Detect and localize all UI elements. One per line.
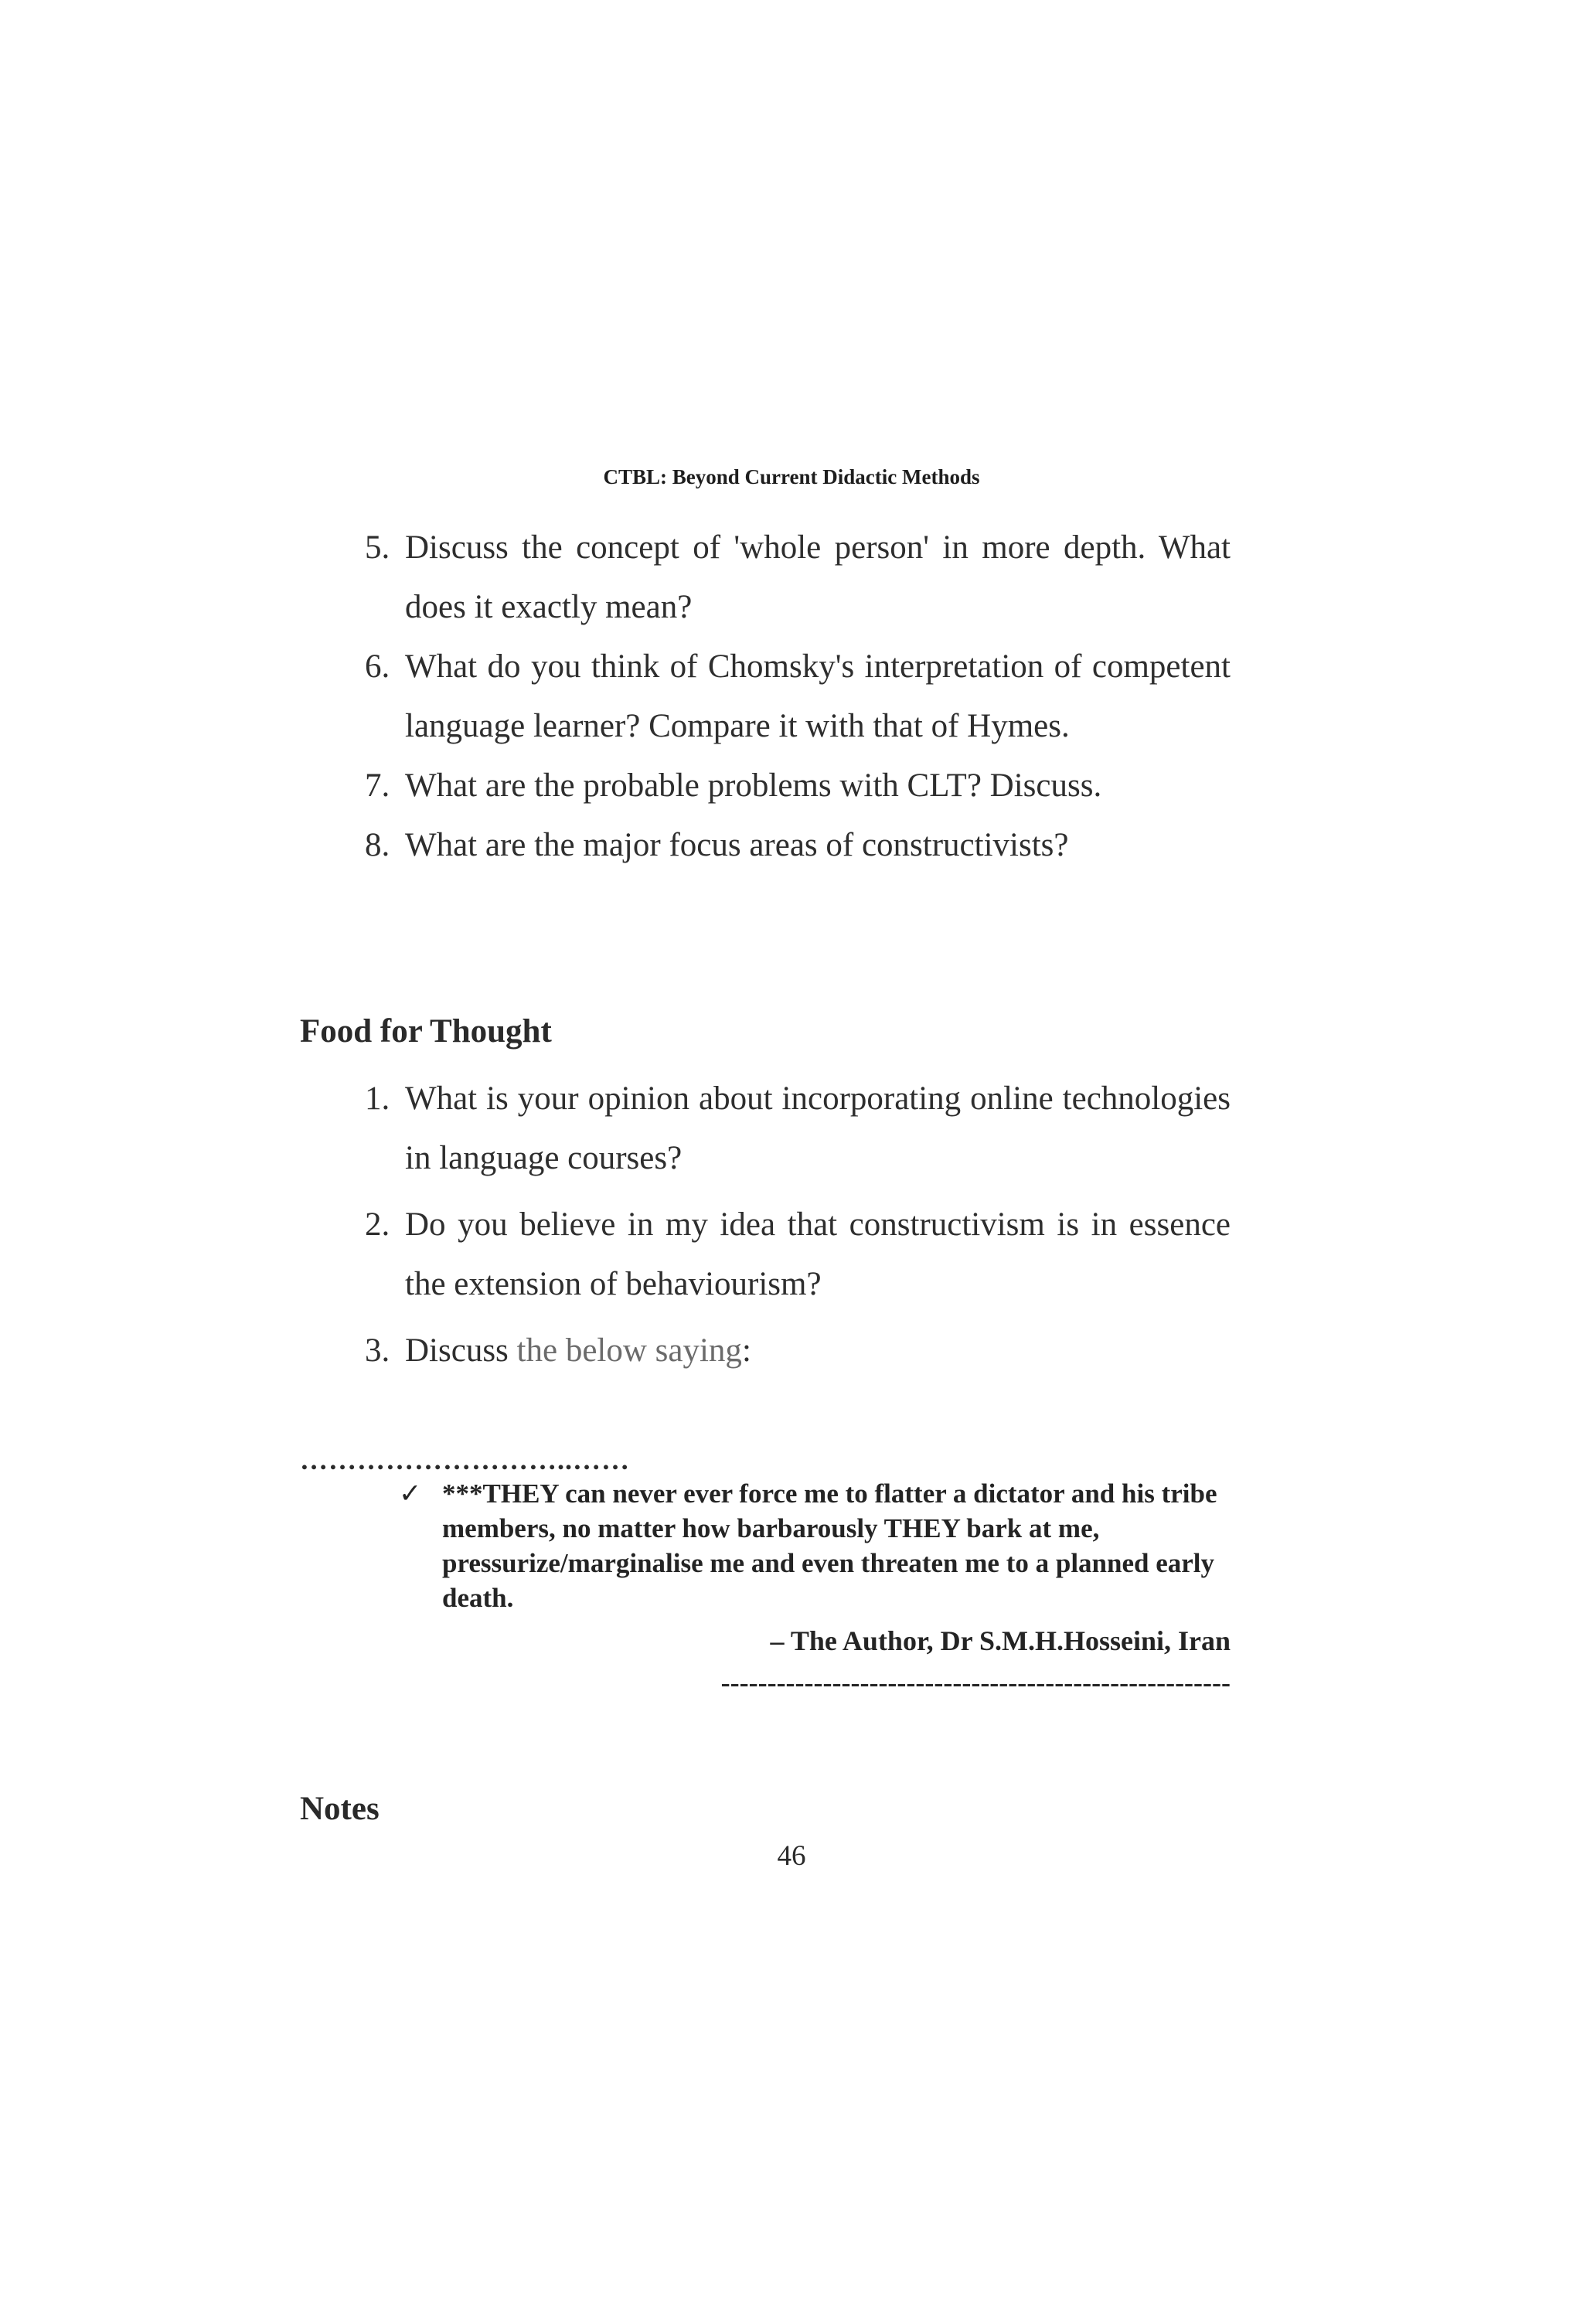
food-for-thought-list xyxy=(365,1069,1231,1387)
item-number: 1. xyxy=(365,1080,390,1117)
item-text-part: : xyxy=(741,1332,751,1369)
list-item xyxy=(365,637,1231,756)
quote-text: ***THEY can never ever force me to flatter a dictator and his tribe members, no matter how barbarously THEY bark at me, pressurize/marginalise me and even threaten me to a planned early death. xyxy=(442,1478,1217,1613)
item-number: 5. xyxy=(365,529,390,566)
running-head: CTBL: Beyond Current Didactic Methods xyxy=(603,465,980,488)
item-text xyxy=(405,1321,1231,1380)
item-text: Do you believe in my idea that constructivism is in essence the extension of behaviourism? xyxy=(405,1206,1231,1302)
checkmark-icon: ✓ xyxy=(399,1478,422,1509)
list-item xyxy=(365,1069,1231,1188)
item-text-part: Discuss xyxy=(405,1332,517,1369)
dashed-rule: ------------------------------------------------------- xyxy=(720,1667,1231,1698)
separator-dots: ………………………..…… xyxy=(300,1444,630,1475)
page-number: 46 xyxy=(777,1840,806,1872)
item-text-muted: the below saying xyxy=(516,1332,742,1369)
list-item xyxy=(365,518,1231,637)
item-number: 6. xyxy=(365,648,390,685)
item-text: What is your opinion about incorporating online technologies in language courses? xyxy=(405,1080,1231,1176)
item-text: Discuss the concept of 'whole person' in more depth. What does it exactly mean? xyxy=(405,529,1231,625)
item-number: 8. xyxy=(365,827,390,863)
item-number: 2. xyxy=(365,1206,390,1243)
list-item xyxy=(365,815,1231,875)
item-text: What are the probable problems with CLT? Discuss. xyxy=(405,767,1102,804)
list-item xyxy=(365,1321,1231,1380)
list-item xyxy=(365,1195,1231,1314)
quote-attribution: – The Author, Dr S.M.H.Hosseini, Iran xyxy=(770,1625,1231,1656)
review-questions xyxy=(365,518,1231,875)
author-quote xyxy=(399,1476,1234,1615)
item-text: What are the major focus areas of constructivists? xyxy=(405,827,1069,863)
item-text: What do you think of Chomsky's interpretation of competent language learner? Compare it with that of Hymes. xyxy=(405,648,1231,744)
list-item xyxy=(365,756,1231,815)
item-number: 3. xyxy=(365,1332,390,1369)
notes-heading: Notes xyxy=(300,1791,380,1827)
food-for-thought-heading: Food for Thought xyxy=(300,1013,552,1050)
item-number: 7. xyxy=(365,767,390,804)
